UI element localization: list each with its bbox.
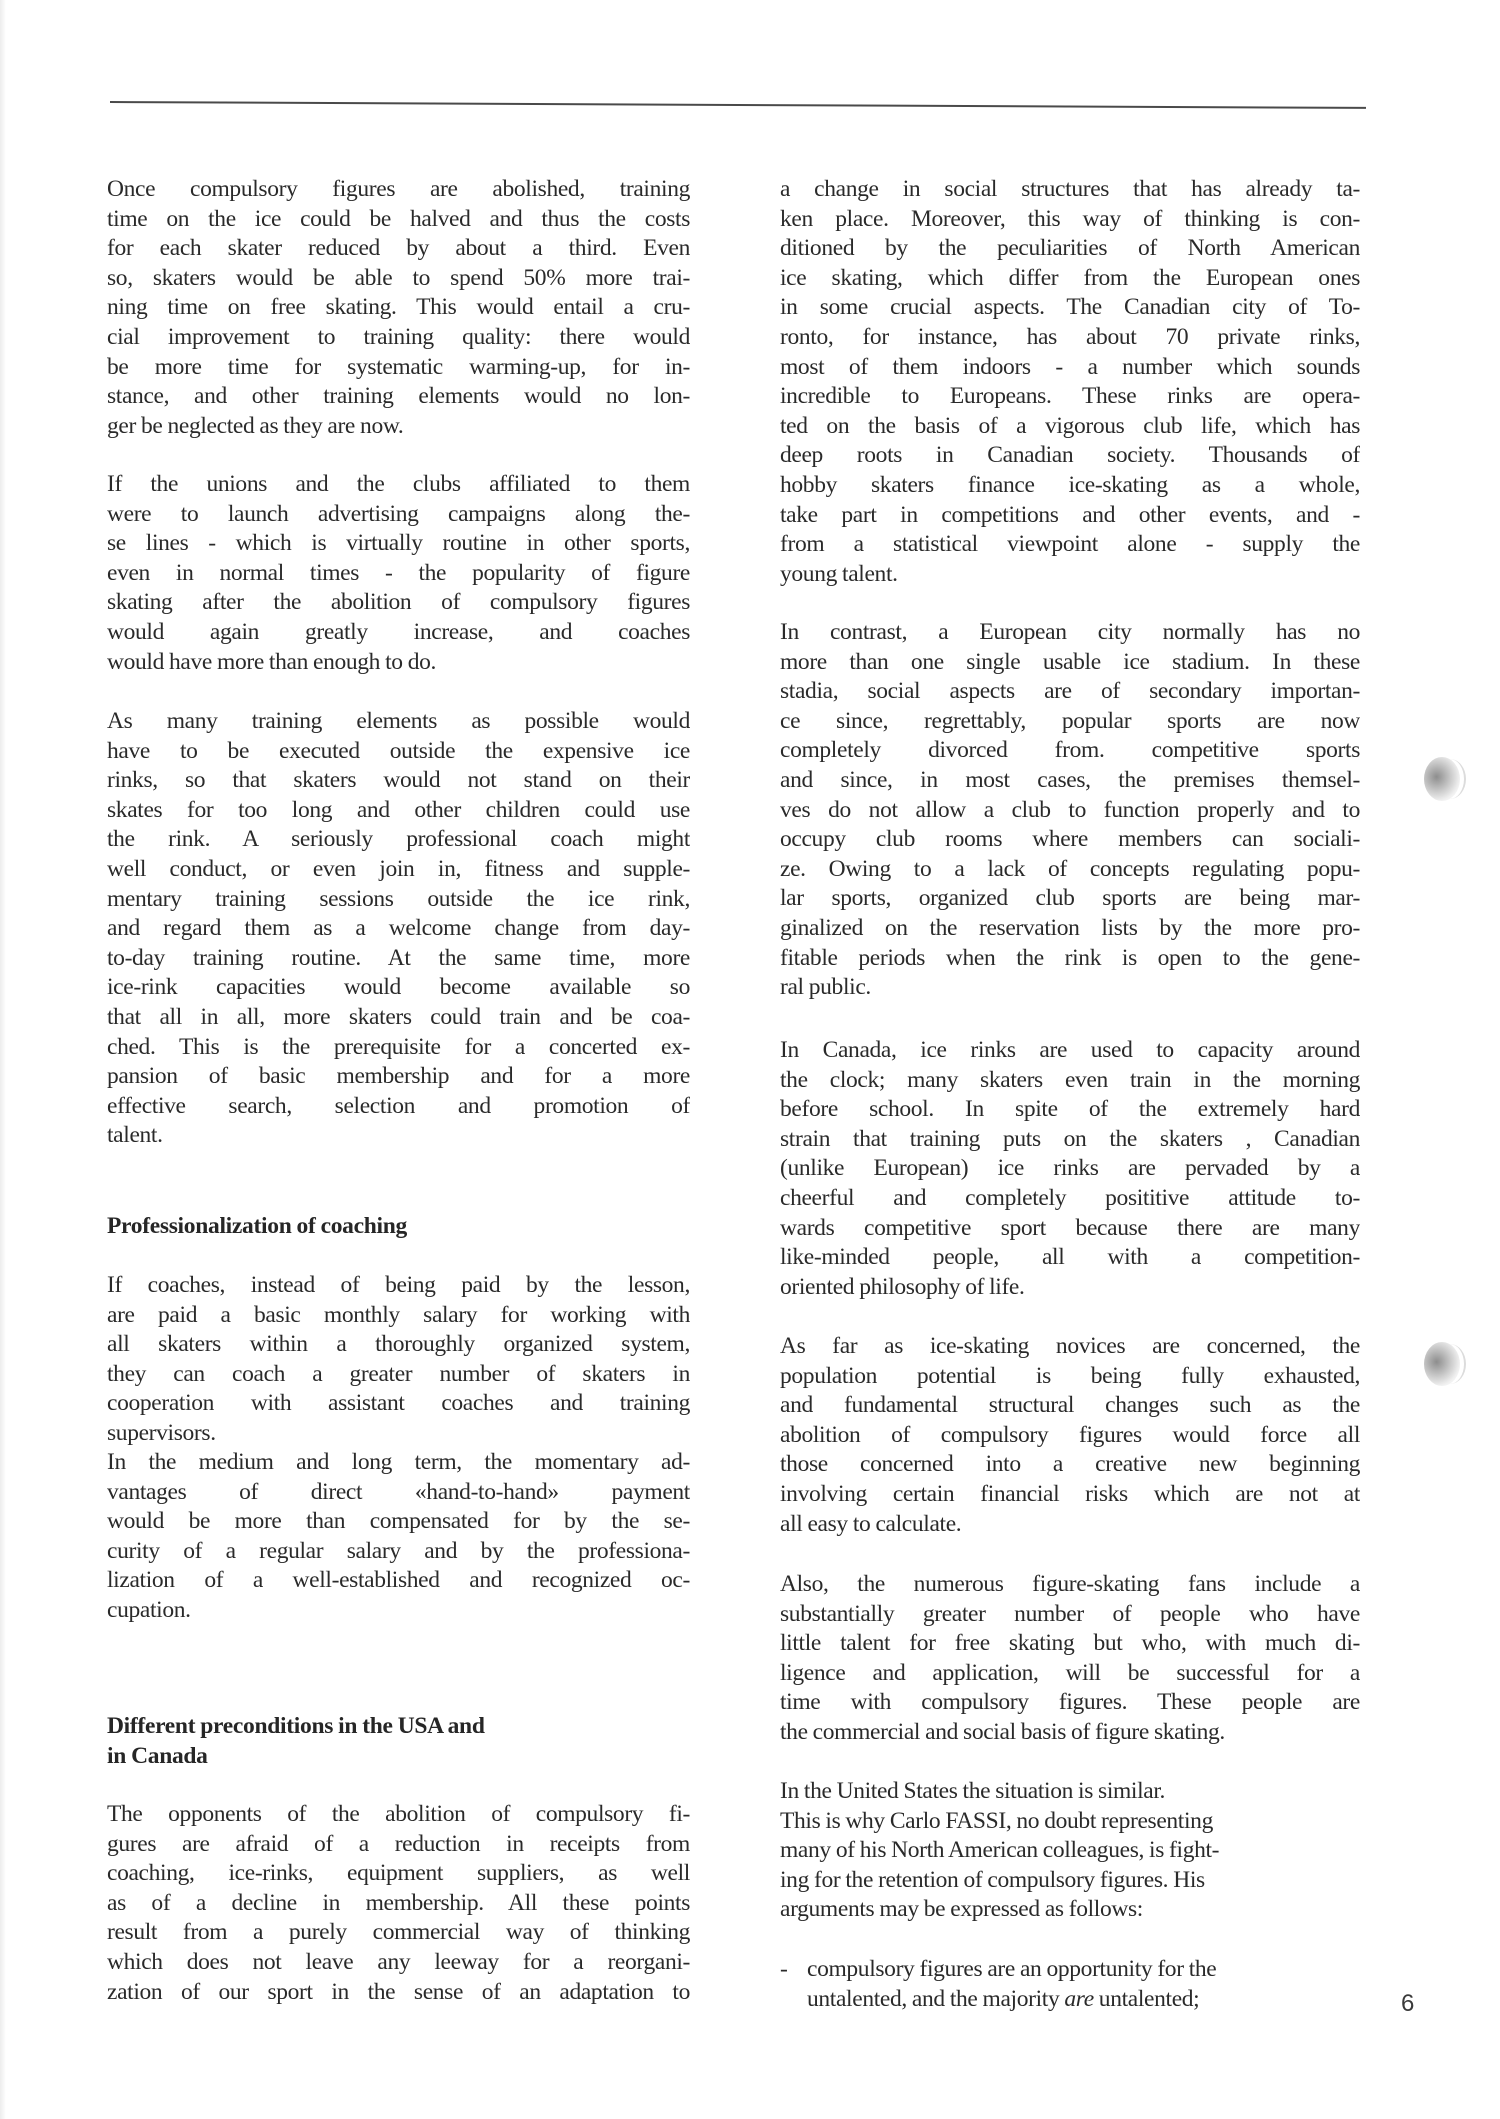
text-line: ditioned by the peculiarities of North American [780,235,1360,262]
text-line: many of his North American colleagues, is fight- [780,1837,1220,1864]
text-line: arguments may be expressed as follows: [780,1896,1143,1923]
text-line: a change in social structures that has already ta- [780,176,1360,202]
text-line: ginalized on the reservation lists by the more pro- [780,914,1360,941]
text-line: wards competitive sport because there are many [780,1214,1360,1241]
text-line: stance, and other training elements would no lon- [107,383,690,410]
text-line: In the medium and long term, the momentary ad- [107,1449,690,1475]
bullet-text: untalented; [1093,1985,1200,2012]
text-line: all skaters within a thoroughly organized system, [107,1331,690,1358]
text-line: In Canada, ice rinks are used to capacity around [780,1037,1360,1063]
text-line: ken place. Moreover, this way of thinking is con- [780,205,1360,232]
text-line: for each skater reduced by about a third. Even [107,235,690,262]
text-line: In contrast, a European city normally has no [780,619,1360,645]
text-line: mentary training sessions outside the ice rink, [107,885,690,912]
text-line: Professionalization of coaching [107,1213,407,1239]
text-line: deep roots in Canadian society. Thousands of [780,442,1360,469]
text-line: coaching, ice-rinks, equipment suppliers, as well [107,1860,690,1887]
text-line: stadia, social aspects are of secondary importan- [780,678,1360,705]
text-line: young talent. [780,560,898,587]
text-line: take part in competitions and other events, and - [780,501,1360,528]
text-line: time with compulsory figures. These people are [780,1689,1360,1716]
punch-hole-icon [1424,1342,1460,1386]
paragraph [780,175,1360,589]
text-line: The opponents of the abolition of compulsory fi- [107,1801,690,1827]
text-line: ice-rink capacities would become available so [107,974,690,1001]
text-line: cupation. [107,1596,191,1623]
text-line: ves do not allow a club to function properly and to [780,796,1360,823]
paragraph [107,470,690,677]
paragraph [107,1271,690,1449]
text-line: little talent for free skating but who, with much di- [780,1630,1360,1657]
text-line: abolition of compulsory figures would force all [780,1421,1360,1448]
text-line: Also, the numerous figure-skating fans include a [780,1571,1360,1597]
text-line: which does not leave any leeway for a reorgani- [107,1948,690,1975]
paragraph [780,1570,1360,1748]
text-line: that all in all, more skaters could train and be coa- [107,1003,690,1030]
text-line: cial improvement to training quality: there would [107,323,690,350]
text-line: strain that training puts on the skaters , Canadian [780,1125,1360,1152]
bullet-list [780,1955,1360,2014]
text-line: As far as ice-skating novices are concerned, the [780,1333,1360,1359]
paragraph [780,1777,1360,1925]
text-line: ligence and application, will be successful for a [780,1659,1360,1686]
text-line: vantages of direct «hand-to-hand» payment [107,1478,690,1505]
paragraph [107,1448,690,1626]
text-line: would again greatly increase, and coaches [107,618,690,645]
text-line: in some crucial aspects. The Canadian city of To- [780,294,1360,321]
text-line: cooperation with assistant coaches and training [107,1390,690,1417]
text-line: population potential is being fully exhausted, [780,1362,1360,1389]
bullet-item-continuation [780,1985,1360,2015]
punch-hole-icon [1424,757,1460,801]
paragraph [780,1036,1360,1302]
text-line: the commercial and social basis of figure skating. [780,1718,1225,1745]
text-line: This is why Carlo FASSI, no doubt representing [780,1807,1213,1834]
text-line: curity of a regular salary and by the professiona- [107,1537,690,1564]
dash-bullet-icon: - [780,1956,788,1982]
text-line: have to be executed outside the expensive ice [107,737,690,764]
text-line: gures are afraid of a reduction in receipts from [107,1830,690,1857]
text-line: zation of our sport in the sense of an adaptation to [107,1978,690,2005]
text-line: like-minded people, all with a competition- [780,1244,1360,1271]
text-line: ze. Owing to a lack of concepts regulating popu- [780,855,1360,882]
text-line: are paid a basic monthly salary for working with [107,1301,690,1328]
paragraph [107,1800,690,2007]
text-line: and fundamental structural changes such as the [780,1392,1360,1419]
text-line: se lines - which is virtually routine in other sports, [107,530,690,557]
text-line: ger be neglected as they are now. [107,412,404,439]
text-line: (unlike European) ice rinks are pervaded by a [780,1155,1360,1182]
text-line: As many training elements as possible would [107,708,690,734]
text-line: completely divorced from. competitive sports [780,737,1360,764]
bullet-item [780,1955,1360,1985]
text-line: so, skaters would be able to spend 50% more trai- [107,264,690,291]
text-line: they can coach a greater number of skaters in [107,1360,690,1387]
text-line: more than one single usable ice stadium. In these [780,648,1360,675]
text-line: would have more than enough to do. [107,648,437,675]
paragraph [780,618,1360,1003]
text-line: If the unions and the clubs affiliated to them [107,471,690,497]
text-line: and regard them as a welcome change from day- [107,915,690,942]
text-line: occupy club rooms where members can sociali- [780,826,1360,853]
text-line: skating after the abolition of compulsory figures [107,589,690,616]
text-line: ing for the retention of compulsory figures. His [780,1866,1205,1893]
text-line: pansion of basic membership and for a more [107,1063,690,1090]
text-line: hobby skaters finance ice-skating as a whole, [780,471,1360,498]
section-heading-professionalization [107,1212,690,1242]
header-rule [110,101,1366,109]
section-heading-preconditions [107,1712,690,1771]
text-line: time on the ice could be halved and thus the costs [107,205,690,232]
paragraph [780,1332,1360,1539]
text-line: those concerned into a creative new beginning [780,1451,1360,1478]
text-line: rinks, so that skaters would not stand on their [107,767,690,794]
text-line: as of a decline in membership. All these points [107,1889,690,1916]
text-line: talent. [107,1122,163,1149]
text-line: ce since, regrettably, popular sports are now [780,707,1360,734]
text-line: ice skating, which differ from the European ones [780,264,1360,291]
paragraph [107,175,690,441]
text-line: most of them indoors - a number which sounds [780,353,1360,380]
text-line: incredible to Europeans. These rinks are opera- [780,383,1360,410]
text-line: even in normal times - the popularity of figure [107,559,690,586]
text-line: the clock; many skaters even train in the morning [780,1066,1360,1093]
text-line: ral public. [780,974,871,1001]
text-line: ning time on free skating. This would entail a cru- [107,294,690,321]
page-number: 6 [1401,1990,1415,2017]
text-line: cheerful and completely posititive attitude to- [780,1184,1360,1211]
text-line: In the United States the situation is similar. [780,1778,1166,1804]
text-line: would be more than compensated for by the se- [107,1508,690,1535]
text-line: and since, in most cases, the premises themsel- [780,766,1360,793]
text-line: Different preconditions in the USA and [107,1713,485,1739]
text-line: effective search, selection and promotion of [107,1092,690,1119]
scan-page-edge [0,0,6,2119]
text-line: oriented philosophy of life. [780,1273,1025,1300]
text-line: lization of a well-established and recognized oc- [107,1567,690,1594]
text-line: supervisors. [107,1419,216,1446]
text-line: well conduct, or even join in, fitness and supple- [107,855,690,882]
text-line: all easy to calculate. [780,1510,962,1537]
text-line: be more time for systematic warming-up, for in- [107,353,690,380]
text-line: in Canada [107,1742,208,1769]
text-line: skates for too long and other children could use [107,796,690,823]
text-line: result from a purely commercial way of thinking [107,1919,690,1946]
text-line: ched. This is the prerequisite for a concerted ex- [107,1033,690,1060]
text-line: involving certain financial risks which are not at [780,1480,1360,1507]
text-line: substantially greater number of people who have [780,1600,1360,1627]
text-line: from a statistical viewpoint alone - supply the [780,531,1360,558]
paragraph [107,707,690,1151]
text-line: ted on the basis of a vigorous club life, which has [780,412,1360,439]
emphasis: are [1064,1985,1094,2012]
text-line: If coaches, instead of being paid by the lesson, [107,1272,690,1298]
text-line: fitable periods when the rink is open to the gene- [780,944,1360,971]
text-line: before school. In spite of the extremely hard [780,1096,1360,1123]
text-line: ronto, for instance, has about 70 private rinks, [780,323,1360,350]
text-line: to-day training routine. At the same time, more [107,944,690,971]
text-line: were to launch advertising campaigns along the- [107,500,690,527]
bullet-text: compulsory figures are an opportunity for the [807,1956,1217,1982]
text-line: the rink. A seriously professional coach might [107,826,690,853]
text-line: Once compulsory figures are abolished, training [107,176,690,202]
text-line: lar sports, organized club sports are being mar- [780,885,1360,912]
bullet-text: untalented, and the majority [807,1985,1065,2012]
